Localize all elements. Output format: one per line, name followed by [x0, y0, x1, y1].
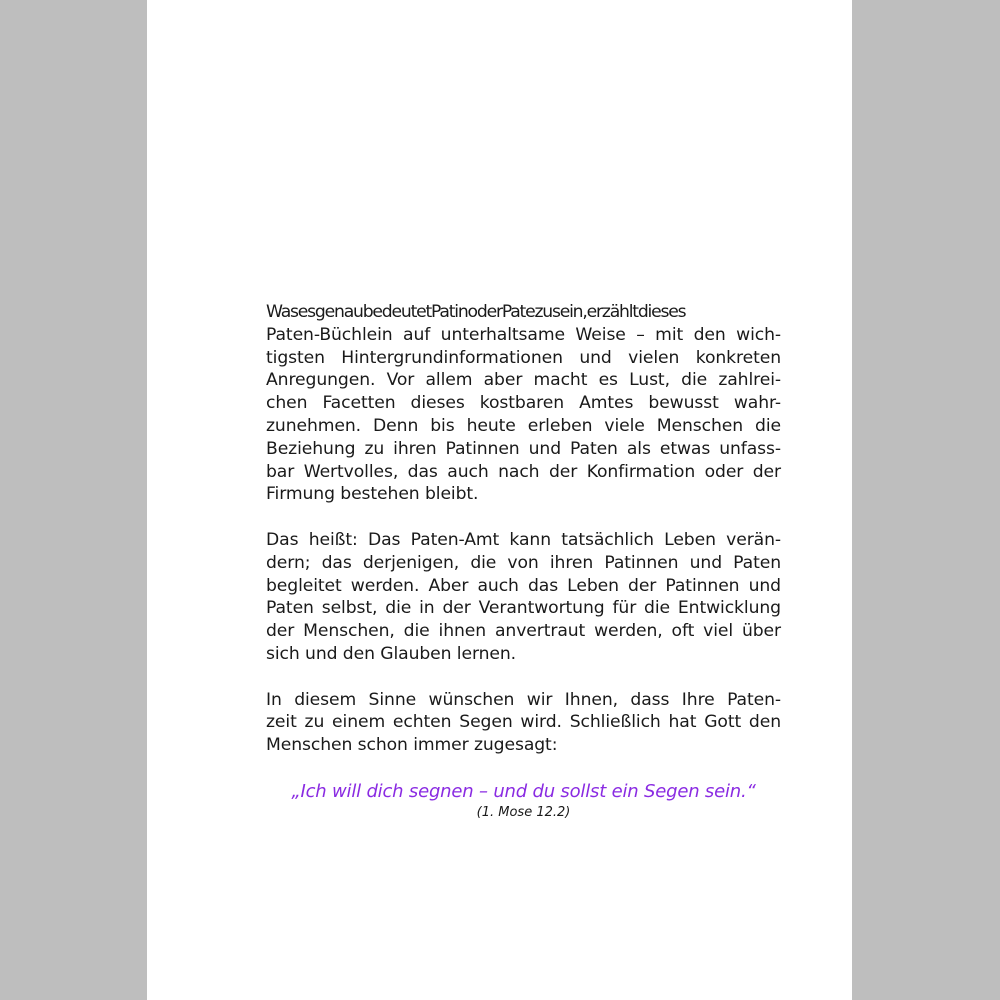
text-line: bar Wertvolles, das auch nach der Konfirmation oder der — [266, 461, 781, 482]
page-content — [266, 301, 781, 822]
text-line: Firmung bestehen bleibt. — [266, 484, 479, 505]
text-line: der Menschen, die ihnen anvertraut werden, oft viel über — [266, 621, 781, 642]
text-line: dern; das derjenigen, die von ihren Patinnen und Paten — [266, 552, 781, 573]
text-line: In diesem Sinne wünschen wir Ihnen, dass Ihre Paten- — [266, 689, 781, 710]
text-line: sich und den Glauben lernen. — [266, 643, 517, 664]
text-line: Paten-Büchlein auf unterhaltsame Weise – mit den wich- — [266, 324, 781, 345]
text-line: Das heißt: Das Paten-Amt kann tatsächlich Leben verän- — [266, 529, 781, 550]
text-line: Anregungen. Vor allem aber macht es Lust, die zahlrei- — [266, 370, 781, 391]
bible-quote: „Ich will dich segnen – und du sollst ein Segen sein.“ — [291, 780, 756, 802]
text-line: Beziehung zu ihren Patinnen und Paten als etwas unfass- — [266, 438, 781, 459]
document-page — [147, 0, 852, 1000]
text-line: chen Facetten dieses kostbaren Amtes bewusst wahr- — [266, 393, 781, 414]
quote-source: (1. Mose 12.2) — [476, 804, 571, 820]
text-line: tigsten Hintergrundinformationen und vielen konkreten — [266, 347, 781, 368]
paragraph-blessing — [266, 689, 781, 757]
paragraph-intro — [266, 301, 781, 506]
text-line: zeit zu einem echten Segen wird. Schließlich hat Gott den — [266, 712, 781, 733]
text-line: WasesgenaubedeutetPatinoderPatezusein,erzähltdieses — [266, 302, 686, 322]
text-line: Paten selbst, die in der Verantwortung für die Entwicklung — [266, 598, 781, 619]
paragraph-meaning — [266, 529, 781, 666]
text-line: Menschen schon immer zugesagt: — [266, 735, 558, 756]
text-line: zunehmen. Denn bis heute erleben viele Menschen die — [266, 415, 781, 436]
text-line: begleitet werden. Aber auch das Leben der Patinnen und — [266, 575, 781, 596]
